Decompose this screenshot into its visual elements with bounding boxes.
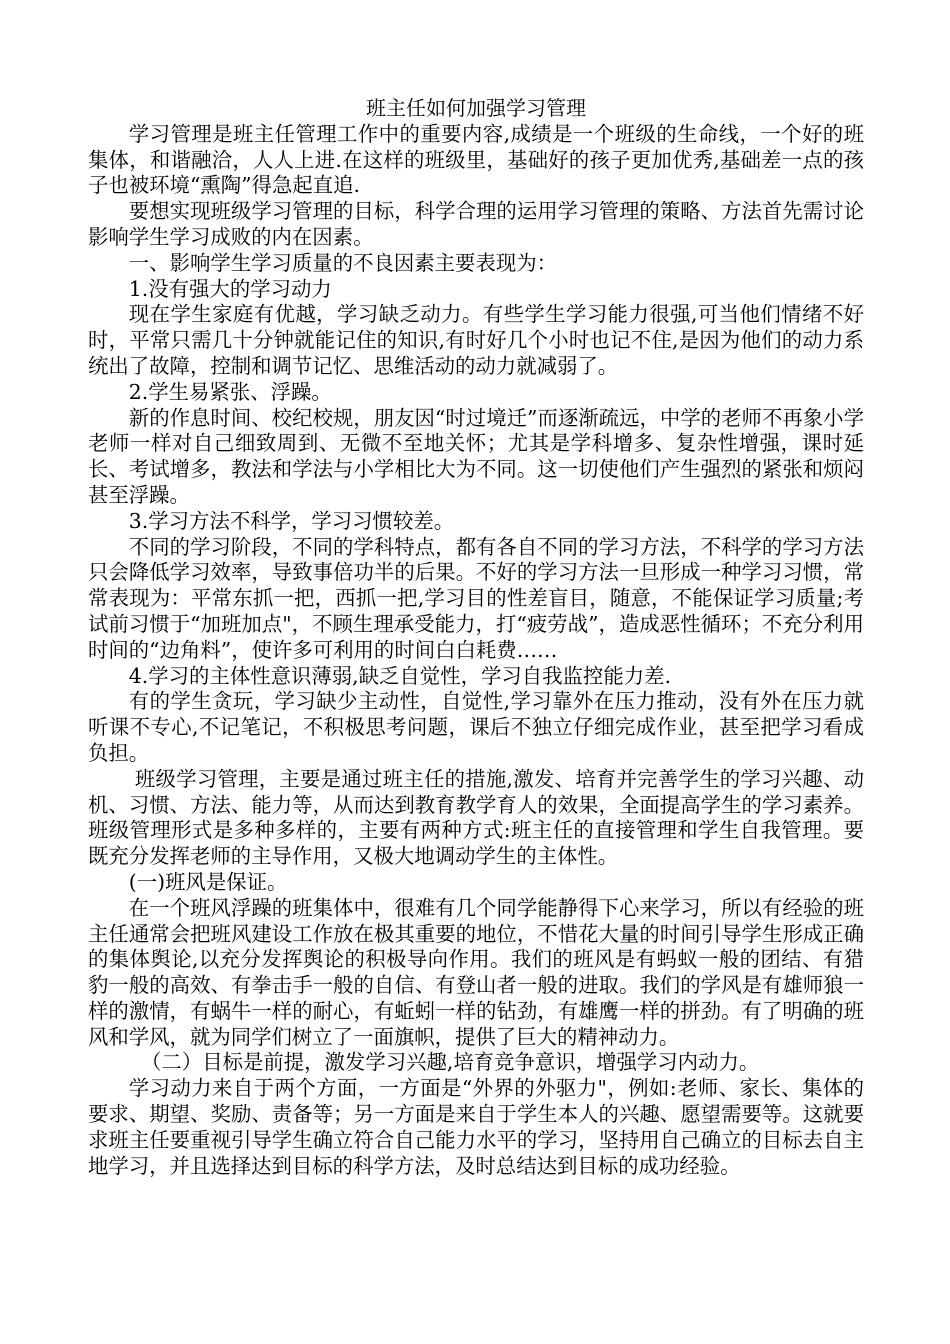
paragraph-class-management: 班级学习管理，主要是通过班主任的措施,激发、培育并完善学生的学习兴趣、动机、习惯、方法、能力等，从而达到教育教学育人的效果，全面提高学生的学习素养。班级管理形式是多种多样的，主要有两种方式:班主任的直接管理和学生自我管理。要既充分发挥老师的主导作用，又极大地调动学生的主体性。 xyxy=(88,766,864,869)
subheading-goals: （二）目标是前提，激发学习兴趣,培育竞争意识，增强学习内动力。 xyxy=(141,1050,760,1075)
paragraph-motivation: 现在学生家庭有优越，学习缺乏动力。有些学生学习能力很强,可当他们情绪不好时，平常只需几十分钟就能记住的知识,有时好几个小时也记不住,是因为他们的动力系统出了故障，控制和调节记忆、思维活动的动力就减弱了。 xyxy=(88,302,864,378)
paragraph-anxiety: 新的作息时间、校纪校规，朋友因“时过境迁”而逐渐疏远，中学的老师不再象小学老师一样对自己细致周到、无微不至地关怀；尤其是学科增多、复杂性增强，课时延长、考试增多，教法和学法与小学相比大为不同。这一切使他们产生强烈的紧张和烦闷甚至浮躁。 xyxy=(88,405,864,507)
paragraph-class-spirit: 在一个班风浮躁的班集体中，很难有几个同学能静得下心来学习，所以有经验的班主任通常会把班风建设工作放在极其重要的地位，不惜花大量的时间引导学生形成正确的集体舆论,以充分发挥舆论的积极导向作用。我们的班风是有蚂蚁一般的团结、有猎豹一般的高效、有拳击手一般的自信、有登山者一般的进取。我们的学风是有雄师狼一样的激情，有蜗牛一样的耐心，有蚯蚓一样的钻劲，有雄鹰一样的拼劲。有了明确的班风和学风，就为同学们树立了一面旗帜，提供了巨大的精神动力。 xyxy=(88,895,864,1049)
paragraph-intro: 学习管理是班主任管理工作中的重要内容,成绩是一个班级的生命线，一个好的班集体，和谐融洽，人人上进.在这样的班级里，基础好的孩子更加优秀,基础差一点的孩子也被环境“熏陶”得急起直追. xyxy=(88,121,864,198)
subheading-autonomy: 4.学习的主体性意识薄弱,缺乏自觉性，学习自我监控能力差. xyxy=(128,663,671,688)
subheading-class-spirit: (一)班风是保证。 xyxy=(128,869,288,894)
paragraph-methods: 不同的学习阶段，不同的学科特点，都有各自不同的学习方法，不科学的学习方法只会降低学习效率，导致事倍功半的后果。不好的学习方法一旦形成一种学习习惯，常常表现为：平常东抓一把，西抓一把,学习目的性差盲目，随意，不能保证学习质量;考试前习惯于“加班加点"，不顾生理承受能力，打“疲劳战”，造成恶性循环；不充分利用时间的“边角料”，使许多可利用的时间白白耗费…… xyxy=(88,534,864,662)
paragraph-goal: 要想实现班级学习管理的目标，科学合理的运用学习管理的策略、方法首先需讨论影响学生学习成败的内在因素。 xyxy=(88,199,864,249)
subheading-methods: 3.学习方法不科学，学习习惯较差。 xyxy=(128,508,455,533)
section-heading-factors: 一、影响学生学习质量的不良因素主要表现为： xyxy=(128,250,557,275)
document-title: 班主任如何加强学习管理 xyxy=(366,96,586,120)
subheading-anxiety: 2.学生易紧张、浮躁。 xyxy=(128,379,332,404)
document-page xyxy=(88,96,864,1179)
paragraph-goals: 学习动力来自于两个方面，一方面是“外界的外驱力"，例如:老师、家长、集体的要求、期望、奖励、责备等；另一方面是来自于学生本人的兴趣、愿望需要等。这就要求班主任要重视引导学生确立符合自己能力水平的学习，坚持用自己确立的目标去自主地学习，并且选择达到目标的科学方法，及时总结达到目标的成功经验。 xyxy=(88,1076,864,1178)
subheading-motivation: 1.没有强大的学习动力 xyxy=(128,276,332,301)
paragraph-autonomy: 有的学生贪玩，学习缺少主动性，自觉性,学习靠外在压力推动，没有外在压力就听课不专心,不记笔记，不积极思考问题，课后不独立仔细完成作业，甚至把学习看成负担。 xyxy=(88,689,864,765)
